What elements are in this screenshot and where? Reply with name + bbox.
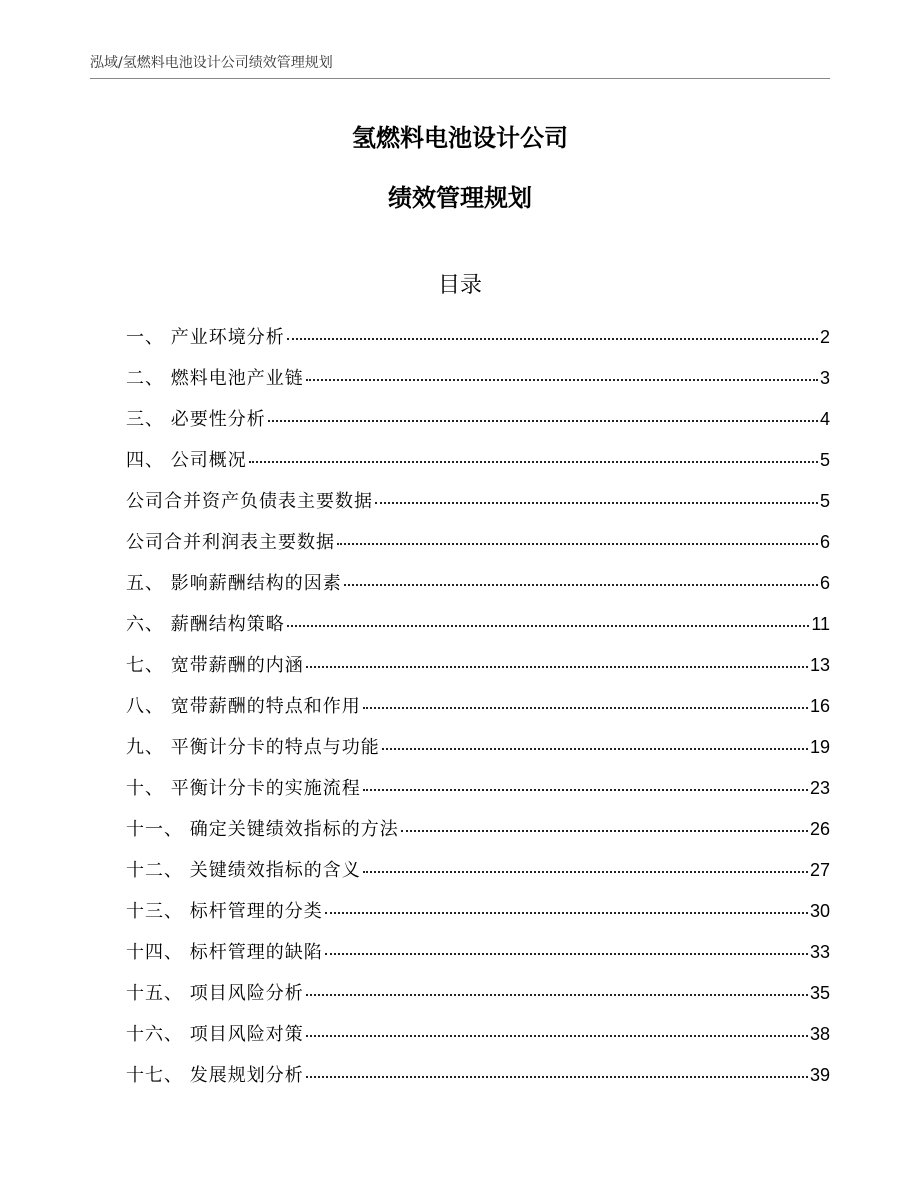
toc-leader-dots (306, 1034, 808, 1037)
toc-entry-label: 十五、 项目风险分析 (126, 983, 304, 1004)
toc-leader-dots (306, 378, 818, 381)
toc-entry-page: 4 (819, 409, 830, 429)
toc-leader-dots (306, 993, 808, 996)
toc-entry-page: 5 (819, 491, 830, 511)
toc-leader-dots (337, 542, 818, 545)
toc-entry-label: 六、 薪酬结构策略 (126, 614, 285, 635)
table-of-contents (126, 322, 830, 1101)
toc-entry-label: 十二、 关键绩效指标的含义 (126, 860, 361, 881)
toc-entry-label: 公司合并利润表主要数据 (126, 532, 335, 553)
toc-entry-label: 十四、 标杆管理的缺陷 (126, 942, 323, 963)
toc-entry-page: 35 (809, 983, 830, 1003)
document-title: 氢燃料电池设计公司 (352, 124, 568, 152)
toc-entry-7[interactable] (126, 568, 830, 609)
toc-entry-page: 3 (819, 368, 830, 388)
toc-entry-label: 十六、 项目风险对策 (126, 1024, 304, 1045)
toc-entry-label: 十一、 确定关键绩效指标的方法 (126, 819, 399, 840)
toc-leader-dots (344, 583, 818, 586)
toc-entry-page: 6 (819, 532, 830, 552)
toc-entry-page: 2 (819, 327, 830, 347)
toc-leader-dots (363, 706, 808, 709)
toc-entry-label: 四、 公司概况 (126, 450, 247, 471)
toc-leader-dots (268, 419, 818, 422)
toc-leader-dots (363, 788, 808, 791)
toc-leader-dots (249, 460, 818, 463)
toc-leader-dots (382, 747, 808, 750)
document-subtitle: 绩效管理规划 (388, 184, 532, 212)
toc-entry-page: 6 (819, 573, 830, 593)
toc-entry-label: 一、 产业环境分析 (126, 327, 285, 348)
toc-entry-page: 13 (809, 655, 830, 675)
toc-entry-page: 16 (809, 696, 830, 716)
toc-entry-11[interactable] (126, 732, 830, 773)
toc-entry-2[interactable] (126, 363, 830, 404)
toc-entry-page: 19 (809, 737, 830, 757)
toc-entry-15[interactable] (126, 896, 830, 937)
toc-leader-dots (306, 1075, 808, 1078)
toc-entry-page: 11 (811, 614, 830, 634)
toc-entry-10[interactable] (126, 691, 830, 732)
toc-entry-4[interactable] (126, 445, 830, 486)
toc-entry-5[interactable] (126, 486, 830, 527)
toc-entry-label: 十、 平衡计分卡的实施流程 (126, 778, 361, 799)
toc-leader-dots (306, 665, 808, 668)
toc-entry-14[interactable] (126, 855, 830, 896)
toc-entry-label: 九、 平衡计分卡的特点与功能 (126, 737, 380, 758)
toc-entry-13[interactable] (126, 814, 830, 855)
toc-leader-dots (325, 911, 808, 914)
toc-entry-1[interactable] (126, 322, 830, 363)
toc-entry-page: 30 (809, 901, 830, 921)
toc-entry-label: 五、 影响薪酬结构的因素 (126, 573, 342, 594)
toc-entry-label: 公司合并资产负债表主要数据 (126, 491, 373, 512)
toc-entry-page: 39 (809, 1065, 830, 1085)
toc-leader-dots (401, 829, 808, 832)
toc-entry-label: 十三、 标杆管理的分类 (126, 901, 323, 922)
toc-entry-page: 26 (809, 819, 830, 839)
toc-entry-page: 38 (809, 1024, 830, 1044)
toc-entry-3[interactable] (126, 404, 830, 445)
toc-entry-page: 27 (809, 860, 830, 880)
toc-entry-page: 33 (809, 942, 830, 962)
toc-leader-dots (325, 952, 808, 955)
toc-entry-19[interactable] (126, 1060, 830, 1101)
toc-leader-dots (287, 624, 810, 627)
toc-entry-17[interactable] (126, 978, 830, 1019)
toc-entry-label: 七、 宽带薪酬的内涵 (126, 655, 304, 676)
toc-leader-dots (363, 870, 808, 873)
toc-entry-18[interactable] (126, 1019, 830, 1060)
toc-entry-label: 三、 必要性分析 (126, 409, 266, 430)
toc-entry-page: 23 (809, 778, 830, 798)
toc-entry-label: 十七、 发展规划分析 (126, 1065, 304, 1086)
toc-entry-label: 八、 宽带薪酬的特点和作用 (126, 696, 361, 717)
toc-entry-9[interactable] (126, 650, 830, 691)
toc-heading: 目录 (437, 273, 482, 298)
toc-leader-dots (287, 337, 818, 340)
toc-entry-8[interactable] (126, 609, 830, 650)
toc-entry-6[interactable] (126, 527, 830, 568)
page-header: 泓域/氢燃料电池设计公司绩效管理规划 (90, 54, 830, 79)
toc-entry-label: 二、 燃料电池产业链 (126, 368, 304, 389)
toc-entry-12[interactable] (126, 773, 830, 814)
toc-entry-16[interactable] (126, 937, 830, 978)
toc-entry-page: 5 (819, 450, 830, 470)
toc-leader-dots (375, 501, 818, 504)
